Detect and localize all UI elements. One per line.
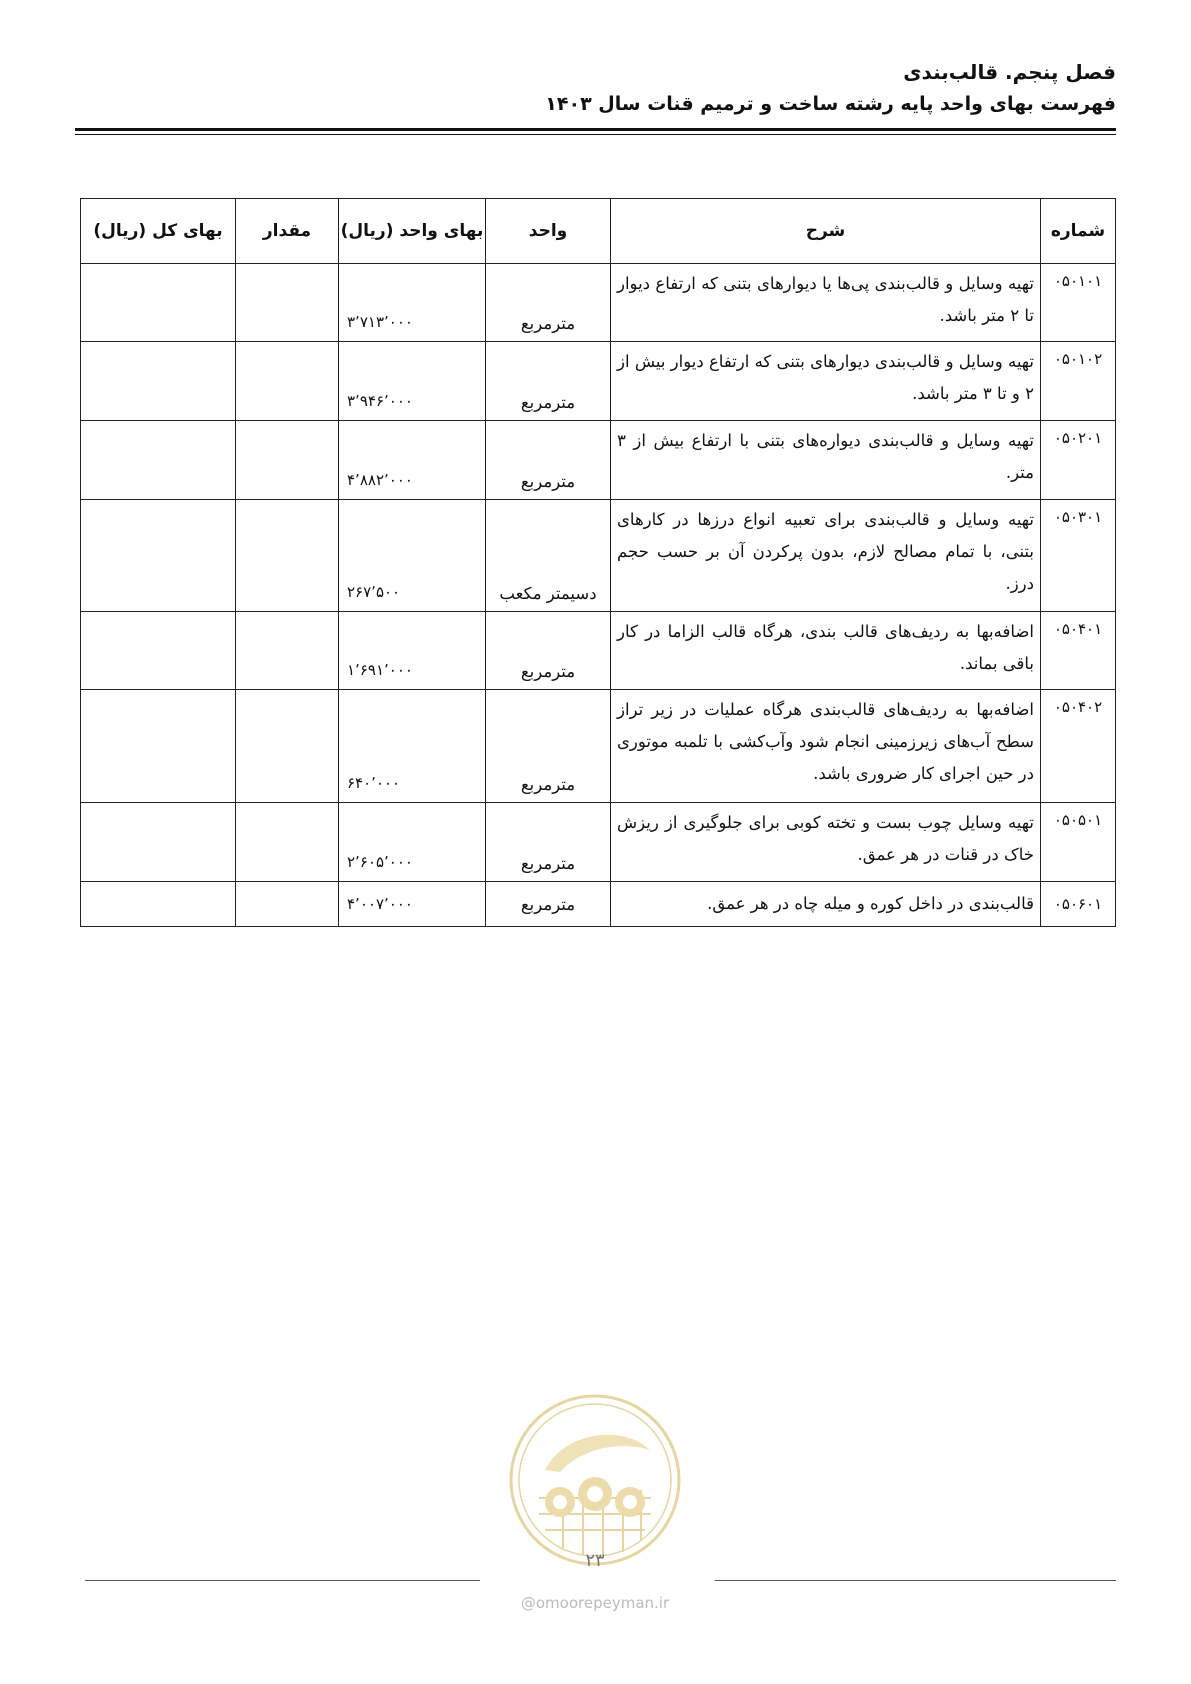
row-unit-price: ۴٬۰۰۷٬۰۰۰ <box>339 882 486 927</box>
row-unit: مترمربع <box>486 690 611 803</box>
row-unit-price: ۶۴۰٬۰۰۰ <box>339 690 486 803</box>
footer-rule-left <box>85 1580 480 1581</box>
row-quantity <box>236 500 339 612</box>
row-unit: مترمربع <box>486 342 611 421</box>
row-code: ۰۵۰۱۰۱ <box>1041 264 1116 342</box>
document-subtitle: فهرست بهای واحد پایه رشته ساخت و ترمیم قنات سال ۱۴۰۳ <box>545 93 1116 115</box>
row-code: ۰۵۰۵۰۱ <box>1041 803 1116 882</box>
row-description: تهیه وسایل و قالب‌بندی برای تعبیه انواع درزها در کارهای بتنی، با تمام مصالح لازم، بدون پرکردن آن بر حسب حجم درز. <box>611 500 1041 612</box>
row-unit-price: ۳٬۷۱۳٬۰۰۰ <box>339 264 486 342</box>
row-total <box>81 690 236 803</box>
table-row <box>81 803 1116 882</box>
table-row <box>81 690 1116 803</box>
row-description: اضافه‌بها به ردیف‌های قالب‌بندی هرگاه عملیات در زیر تراز سطح آب‌های زیرزمینی انجام شود وآب‌کشی با تلمبه موتوری در حین اجرای کار ضروری باشد. <box>611 690 1041 803</box>
row-unit-price: ۲٬۶۰۵٬۰۰۰ <box>339 803 486 882</box>
seal-watermark-icon <box>505 1390 685 1570</box>
row-quantity <box>236 690 339 803</box>
table-row <box>81 612 1116 690</box>
header-rule-thick <box>75 128 1116 131</box>
row-total <box>81 342 236 421</box>
row-code: ۰۵۰۴۰۱ <box>1041 612 1116 690</box>
row-total <box>81 264 236 342</box>
row-quantity <box>236 803 339 882</box>
row-description: تهیه وسایل چوب بست و تخته کوبی برای جلوگیری از ریزش خاک در قنات در هر عمق. <box>611 803 1041 882</box>
row-unit-price: ۲۶۷٬۵۰۰ <box>339 500 486 612</box>
row-description: تهیه وسایل و قالب‌بندی دیواره‌های بتنی با ارتفاع بیش از ۳ متر. <box>611 421 1041 500</box>
column-header-unit: واحد <box>486 199 611 264</box>
row-description: تهیه وسایل و قالب‌بندی دیوارهای بتنی که ارتفاع دیوار بیش از ۲ و تا ۳ متر باشد. <box>611 342 1041 421</box>
row-description: تهیه وسایل و قالب‌بندی پی‌ها یا دیوارهای بتنی که ارتفاع دیوار تا ۲ متر باشد. <box>611 264 1041 342</box>
row-unit-price: ۴٬۸۸۲٬۰۰۰ <box>339 421 486 500</box>
row-code: ۰۵۰۴۰۲ <box>1041 690 1116 803</box>
table-row <box>81 882 1116 927</box>
row-quantity <box>236 882 339 927</box>
row-unit: مترمربع <box>486 612 611 690</box>
row-code: ۰۵۰۲۰۱ <box>1041 421 1116 500</box>
row-quantity <box>236 264 339 342</box>
page-header <box>75 58 1116 118</box>
column-header-unit-price: بهای واحد (ریال) <box>339 199 486 264</box>
row-total <box>81 803 236 882</box>
row-unit: مترمربع <box>486 882 611 927</box>
row-unit-price: ۱٬۶۹۱٬۰۰۰ <box>339 612 486 690</box>
website-watermark: @omoorepeyman.ir <box>520 1594 670 1612</box>
row-unit: مترمربع <box>486 421 611 500</box>
row-unit: دسیمتر مکعب <box>486 500 611 612</box>
column-header-total: بهای کل (ریال) <box>81 199 236 264</box>
row-description: قالب‌بندی در داخل کوره و میله چاه در هر عمق. <box>611 882 1041 927</box>
column-header-quantity: مقدار <box>236 199 339 264</box>
header-rule-thin <box>75 134 1116 135</box>
price-list-table <box>80 198 1116 927</box>
column-header-code: شماره <box>1041 199 1116 264</box>
row-total <box>81 421 236 500</box>
footer-rule-right <box>715 1580 1116 1581</box>
row-total <box>81 882 236 927</box>
page-number: ۲۳ <box>585 1550 605 1571</box>
row-code: ۰۵۰۶۰۱ <box>1041 882 1116 927</box>
row-code: ۰۵۰۱۰۲ <box>1041 342 1116 421</box>
table-row <box>81 500 1116 612</box>
table-row <box>81 421 1116 500</box>
row-quantity <box>236 421 339 500</box>
row-quantity <box>236 342 339 421</box>
row-unit-price: ۳٬۹۴۶٬۰۰۰ <box>339 342 486 421</box>
row-total <box>81 500 236 612</box>
row-description: اضافه‌بها به ردیف‌های قالب بندی، هرگاه قالب الزاما در کار باقی بماند. <box>611 612 1041 690</box>
row-unit: مترمربع <box>486 264 611 342</box>
table-row <box>81 342 1116 421</box>
row-code: ۰۵۰۳۰۱ <box>1041 500 1116 612</box>
row-total <box>81 612 236 690</box>
row-quantity <box>236 612 339 690</box>
table-row <box>81 264 1116 342</box>
chapter-title: فصل پنجم. قالب‌بندی <box>903 60 1116 84</box>
row-unit: مترمربع <box>486 803 611 882</box>
column-header-description: شرح <box>611 199 1041 264</box>
table-header-row <box>81 199 1116 264</box>
